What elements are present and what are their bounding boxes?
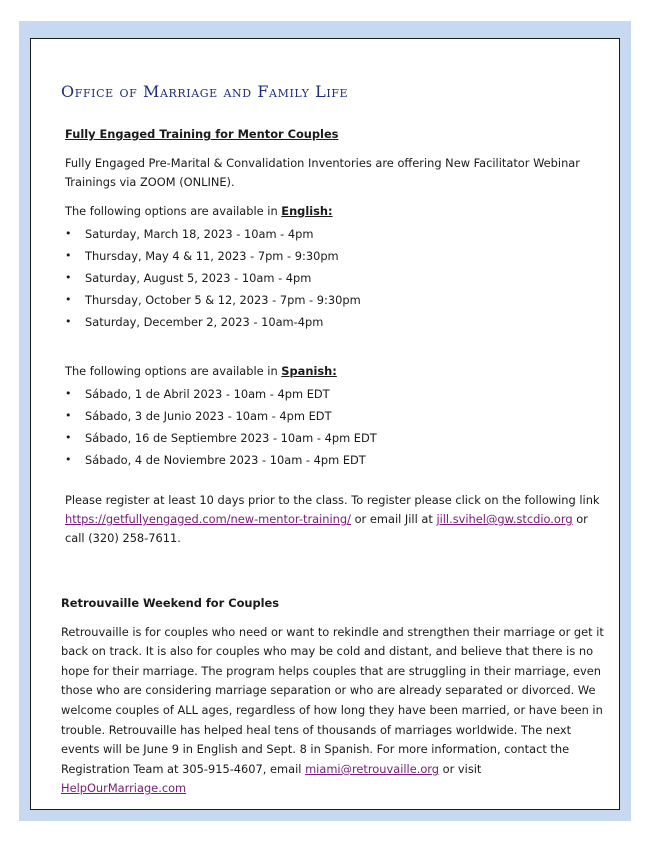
mentor-training-intro: Fully Engaged Pre-Marital & Convalidation Inventories are offering New Facilitator Webinar Trainings via ZOOM (ONLINE). [65,156,580,189]
retrouvaille-website-link[interactable]: HelpOurMarriage.com [61,781,187,796]
retrouvaille-body-text: Retrouvaille is for couples who need or want to rekindle and strengthen their marriage or get it back on track. It is also for couples who may be cold and distant, and believe that there is no hope for their marriage. The program helps couples that are struggling in their marriage, even those who are considering marriage separation or who are already separated or divorced. We welcome couples of ALL ages, regardless of how long they have been married, or have been in trouble. Retrouvaille has helped heal tens of thousands of marriages worldwide. The next events will be June 9 in English and Sept. 8 in Spanish. For more information, contact the Registration Team at 305-915-4607, email [61,624,604,776]
english-label: English: [281,204,333,218]
spanish-session-item: • Sábado, 4 de Noviembre 2023 - 10am - 4pm EDT [65,449,605,471]
register-text-1: Please register at least 10 days prior to the class. To register please click on the following link [65,493,600,507]
spanish-session-item: • Sábado, 1 de Abril 2023 - 10am - 4pm EDT [65,383,605,405]
spanish-sessions-list [65,383,605,471]
spanish-session-item: • Sábado, 16 de Septiembre 2023 - 10am - 4pm EDT [65,427,605,449]
english-label-prefix: The following options are available in [65,204,282,218]
english-session-item: • Thursday, October 5 & 12, 2023 - 7pm - 9:30pm [65,289,605,311]
spanish-session-item: • Sábado, 3 de Junio 2023 - 10am - 4pm EDT [65,405,605,427]
register-link[interactable]: https://getfullyengaged.com/new-mentor-training/ [65,512,351,526]
mentor-training-heading: Fully Engaged Training for Mentor Couples [65,127,339,141]
register-text-3: or call (320) 258-7611. [65,512,588,545]
register-text-2: or email Jill at [350,512,437,526]
page-border [19,21,631,821]
spanish-label-prefix: The following options are available in [65,364,282,378]
page-title: Office of Marriage and Family Life [61,82,349,101]
english-sessions-list [65,223,605,333]
mentor-training-section [65,125,605,548]
page-content [30,38,620,810]
spanish-options-label [65,362,605,381]
english-session-item: • Thursday, May 4 & 11, 2023 - 7pm - 9:30pm [65,245,605,267]
english-options-label [65,202,605,221]
retrouvaille-visit-text: or visit [439,761,482,776]
english-session-item: • Saturday, December 2, 2023 - 10am-4pm [65,311,605,333]
retrouvaille-section [61,594,606,799]
retrouvaille-body [61,623,606,799]
retrouvaille-heading: Retrouvaille Weekend for Couples [61,596,280,610]
english-session-item: • Saturday, August 5, 2023 - 10am - 4pm [65,267,605,289]
retrouvaille-email-link[interactable]: miami@retrouvaille.org [305,761,440,776]
english-session-item: • Saturday, March 18, 2023 - 10am - 4pm [65,223,605,245]
spanish-label: Spanish: [281,364,337,378]
register-email-link[interactable]: jill.svihel@gw.stcdio.org [436,512,573,526]
register-paragraph [65,491,605,548]
